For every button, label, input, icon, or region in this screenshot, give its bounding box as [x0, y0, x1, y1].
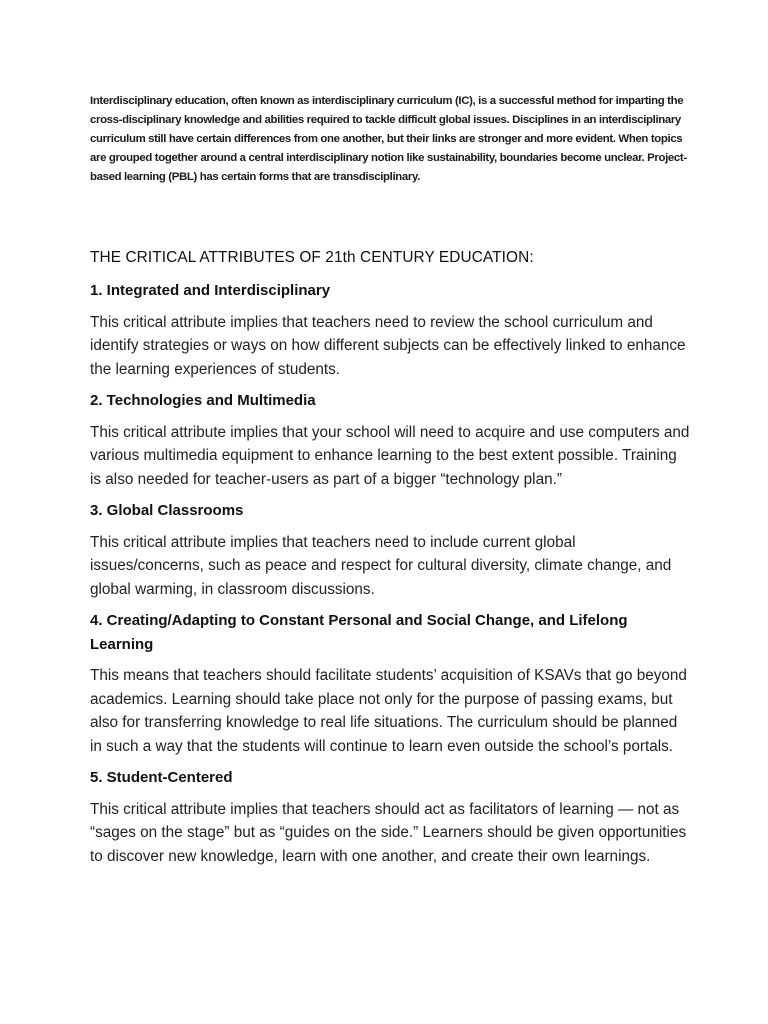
section-title: 4. Creating/Adapting to Constant Personal and Social Change, and Lifelong Learning	[90, 612, 628, 653]
section-body: This critical attribute implies that teachers need to include current global issues/concerns, such as peace and respect for cultural diversity, climate change, and global warming, in classroom discussions.	[90, 533, 672, 598]
attribute-section	[90, 609, 690, 758]
section-title: 5. Student-Centered	[90, 769, 233, 786]
section-body: This means that teachers should facilitate students’ acquisition of KSAVs that go beyond academics. Learning should take place not only for the purpose of passing exams, but also for transferring knowledge to real life situations. The curriculum should be planned in such a way that the students will continue to learn even outside the school’s portals.	[90, 667, 687, 755]
section-title: 3. Global Classrooms	[90, 502, 244, 519]
intro-paragraph: Interdisciplinary education, often known as interdisciplinary curriculum (IC), is a successful method for imparting the cross-disciplinary knowledge and abilities required to tackle difficult global issues. Disciplines in an interdisciplinary curriculum still have certain differences from one another, but their links are stronger and more evident. When topics are grouped together around a central interdisciplinary notion like sustainability, boundaries become unclear. Project-based learning (PBL) has certain forms that are transdisciplinary.	[90, 95, 687, 183]
attributes-list	[90, 279, 690, 876]
attribute-section	[90, 766, 690, 868]
document-page	[90, 92, 690, 865]
section-body: This critical attribute implies that teachers need to review the school curriculum and identify strategies or ways on how different subjects can be effectively linked to enhance the learning experiences of students.	[90, 313, 686, 378]
page-heading: THE CRITICAL ATTRIBUTES OF 21th CENTURY EDUCATION:	[90, 249, 534, 266]
attribute-section	[90, 389, 690, 491]
section-body: This critical attribute implies that teachers should act as facilitators of learning — not as “sages on the stage” but as “guides on the side.” Learners should be given opportunities to discover new knowledge, learn with one another, and create their own learnings.	[90, 800, 687, 865]
section-title: 1. Integrated and Interdisciplinary	[90, 282, 331, 299]
attribute-section	[90, 279, 690, 381]
section-title: 2. Technologies and Multimedia	[90, 392, 316, 409]
attribute-section	[90, 499, 690, 601]
section-body: This critical attribute implies that your school will need to acquire and use computers and various multimedia equipment to enhance learning to the best extent possible. Training is also needed for teacher-users as part of a bigger “technology plan.”	[90, 423, 690, 488]
